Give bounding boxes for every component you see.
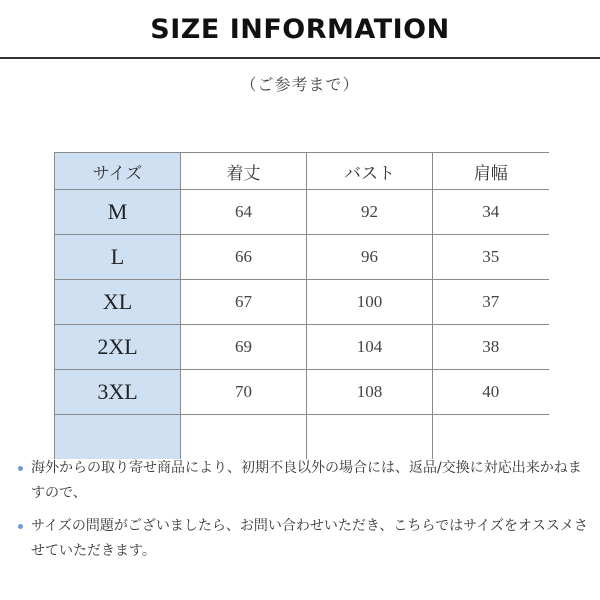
shoulder-cell: 38 bbox=[433, 325, 549, 370]
table-tail-row bbox=[55, 415, 549, 460]
shoulder-cell: 40 bbox=[433, 370, 549, 415]
table-header-row bbox=[55, 153, 549, 190]
page-title: SIZE INFORMATION bbox=[150, 14, 450, 45]
size-cell: M bbox=[55, 190, 181, 235]
table-tail-cell bbox=[433, 415, 549, 460]
bust-cell: 108 bbox=[307, 370, 433, 415]
size-cell: L bbox=[55, 235, 181, 280]
length-cell: 69 bbox=[181, 325, 307, 370]
notes-section bbox=[18, 456, 588, 572]
length-cell: 64 bbox=[181, 190, 307, 235]
bullet-dot-icon bbox=[18, 466, 23, 471]
title-divider bbox=[0, 57, 600, 59]
bust-cell: 92 bbox=[307, 190, 433, 235]
length-cell: 67 bbox=[181, 280, 307, 325]
table-tail-cell bbox=[181, 415, 307, 460]
size-cell: 2XL bbox=[55, 325, 181, 370]
size-cell: 3XL bbox=[55, 370, 181, 415]
table-row bbox=[55, 325, 549, 370]
size-table bbox=[54, 152, 549, 459]
table-tail-cell bbox=[307, 415, 433, 460]
bust-cell: 96 bbox=[307, 235, 433, 280]
column-header-bust: バスト bbox=[307, 153, 433, 190]
note-item bbox=[18, 514, 588, 564]
bust-cell: 100 bbox=[307, 280, 433, 325]
bust-cell: 104 bbox=[307, 325, 433, 370]
note-text: 海外からの取り寄せ商品により、初期不良以外の場合には、返品/交換に対応出来かねますので、 bbox=[31, 460, 582, 501]
bullet-dot-icon bbox=[18, 524, 23, 529]
shoulder-cell: 35 bbox=[433, 235, 549, 280]
column-header-size: サイズ bbox=[55, 153, 181, 190]
table-row bbox=[55, 235, 549, 280]
length-cell: 66 bbox=[181, 235, 307, 280]
subtitle: （ご参考まで） bbox=[240, 75, 360, 94]
column-header-length: 着丈 bbox=[181, 153, 307, 190]
table-tail-cell bbox=[55, 415, 181, 460]
size-cell: XL bbox=[55, 280, 181, 325]
shoulder-cell: 34 bbox=[433, 190, 549, 235]
table-row bbox=[55, 190, 549, 235]
table-row bbox=[55, 280, 549, 325]
note-text: サイズの問題がございましたら、お問い合わせいただき、こちらではサイズをオススメさせていただきます。 bbox=[31, 518, 588, 559]
note-item bbox=[18, 456, 588, 506]
shoulder-cell: 37 bbox=[433, 280, 549, 325]
column-header-shoulder: 肩幅 bbox=[433, 153, 549, 190]
table-row bbox=[55, 370, 549, 415]
length-cell: 70 bbox=[181, 370, 307, 415]
